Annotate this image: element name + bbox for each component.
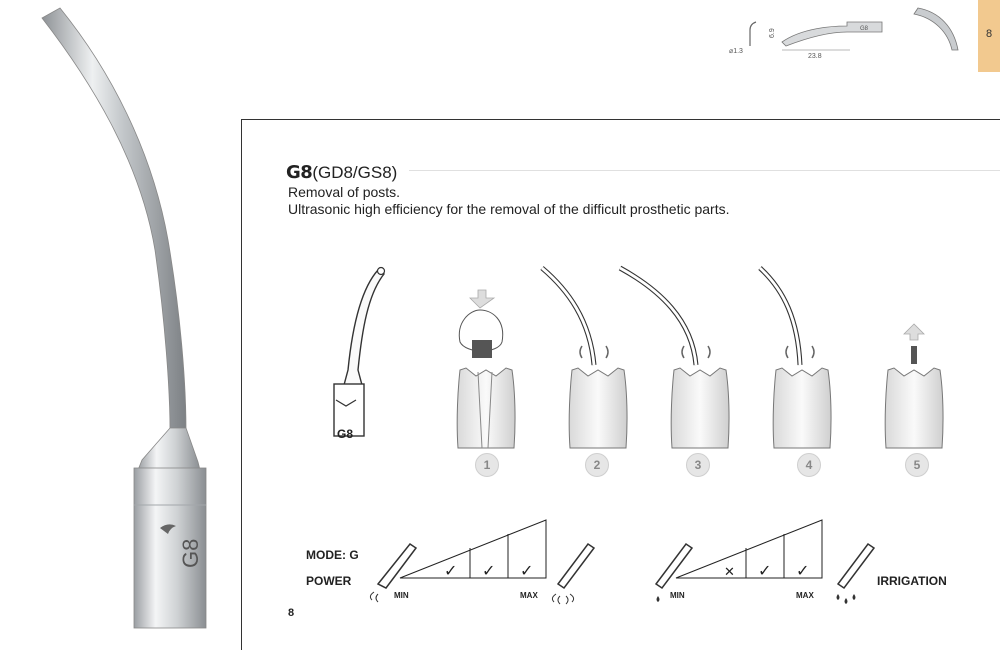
dimension-diameter: ⌀1.3 [729, 48, 743, 55]
tip-drawing-label: G8 [337, 427, 354, 441]
step-badge-4: 4 [797, 453, 821, 477]
page-tab [978, 0, 1000, 72]
irrigation-level-3: ✓ [796, 561, 810, 580]
model-code: G8 [286, 162, 313, 183]
dimension-length: 23.8 [808, 53, 822, 60]
tip-drawing [334, 268, 385, 442]
step-badge-2: 2 [585, 453, 609, 477]
irrigation-max: MAX [796, 591, 814, 600]
procedure-illustration [320, 260, 1000, 480]
power-max: MAX [520, 591, 538, 600]
tip-engraving: G8 [178, 538, 203, 568]
settings-graphics [360, 514, 1000, 614]
step-3-figure [620, 268, 729, 448]
power-min: MIN [394, 591, 409, 600]
tab-page-number: 8 [985, 28, 993, 40]
step-1-figure [457, 290, 515, 448]
title-divider [409, 170, 1000, 171]
footer-page-number: 8 [288, 607, 295, 619]
power-level-1: ✓ [444, 561, 458, 580]
model-variants: (GD8/GS8) [312, 163, 398, 182]
dimension-height: 6.9 [769, 28, 776, 38]
irrigation-level-1: ✕ [724, 565, 735, 580]
irrigation-level-2: ✓ [758, 561, 772, 580]
power-level-2: ✓ [482, 561, 496, 580]
irrigation-max-icon [837, 544, 875, 604]
mode-label: MODE: G [306, 548, 359, 562]
product-title [286, 162, 397, 183]
power-level-3: ✓ [520, 561, 534, 580]
description-line-1: Removal of posts. [288, 184, 401, 200]
step-badge-5: 5 [905, 453, 929, 477]
irrigation-min: MIN [670, 591, 685, 600]
step-4-figure [760, 268, 831, 448]
top-tip-code: G8 [860, 26, 869, 32]
irrigation-label: IRRIGATION [877, 574, 947, 588]
step-badge-1: 1 [475, 453, 499, 477]
tip-photo [20, 0, 230, 634]
step-badge-3: 3 [686, 453, 710, 477]
power-max-icon [552, 544, 594, 604]
power-label: POWER [306, 574, 352, 588]
step-2-figure [542, 268, 627, 448]
top-spec-strip [722, 0, 1000, 72]
description-line-2: Ultrasonic high efficiency for the removal of the difficult prosthetic parts. [288, 201, 730, 217]
step-5-figure [885, 324, 943, 448]
